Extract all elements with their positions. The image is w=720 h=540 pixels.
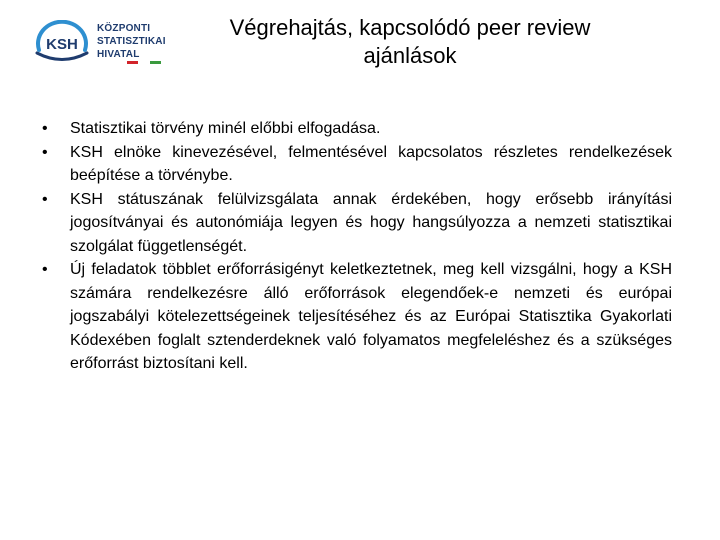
- bullet-marker: •: [42, 120, 48, 137]
- ksh-logo-mark-text: KSH: [46, 36, 78, 53]
- ksh-logo-mark: [33, 20, 91, 66]
- bullet-marker: •: [42, 190, 48, 208]
- bullet-item: [42, 258, 672, 376]
- bullet-item: [42, 117, 672, 141]
- logo-line-3: HIVATAL: [97, 49, 140, 60]
- logo-line-2: STATISZTIKAI: [97, 36, 166, 47]
- slide-title: Végrehajtás, kapcsolódó peer review ajánlások: [229, 15, 591, 68]
- logo-line-1: KÖZPONTI: [97, 23, 151, 34]
- ksh-logo: [33, 18, 173, 68]
- bullet-text: KSH elnöke kinevezésével, felmentésével kapcsolatos részletes rendelkezések beépítése a törvénybe.: [70, 143, 672, 184]
- bullet-marker: •: [42, 261, 48, 278]
- bullet-text: Új feladatok többlet erőforrásigényt keletkeztetnek, meg kell vizsgálni, hogy a KSH számára rendelkezésre álló erőforrások elegendőek-e nemzeti és európai jogszabályi kötelezettségeinek teljesítéséhez és az Európai Statisztika Gyakorlati Kódexében foglalt sztenderdeknek való folyamatos megfeleléshez és a szükséges erőforrást biztosítani kell.: [70, 261, 672, 372]
- bullet-marker: •: [42, 143, 48, 161]
- bullet-text: Statisztikai törvény minél előbbi elfogadása.: [70, 120, 381, 137]
- bullet-item: [42, 141, 672, 188]
- bullet-text: KSH státuszának felülvizsgálata annak érdekében, hogy erősebb irányítási jogosítványai és autonómiája legyen és hogy hangsúlyozza a nemzeti statisztikai szolgálat függetlenségét.: [70, 190, 672, 255]
- bullet-item: [42, 188, 672, 259]
- flag-stripe-icon: [127, 61, 161, 64]
- bullet-list: [42, 117, 672, 376]
- ksh-logo-wordmark: [97, 22, 166, 61]
